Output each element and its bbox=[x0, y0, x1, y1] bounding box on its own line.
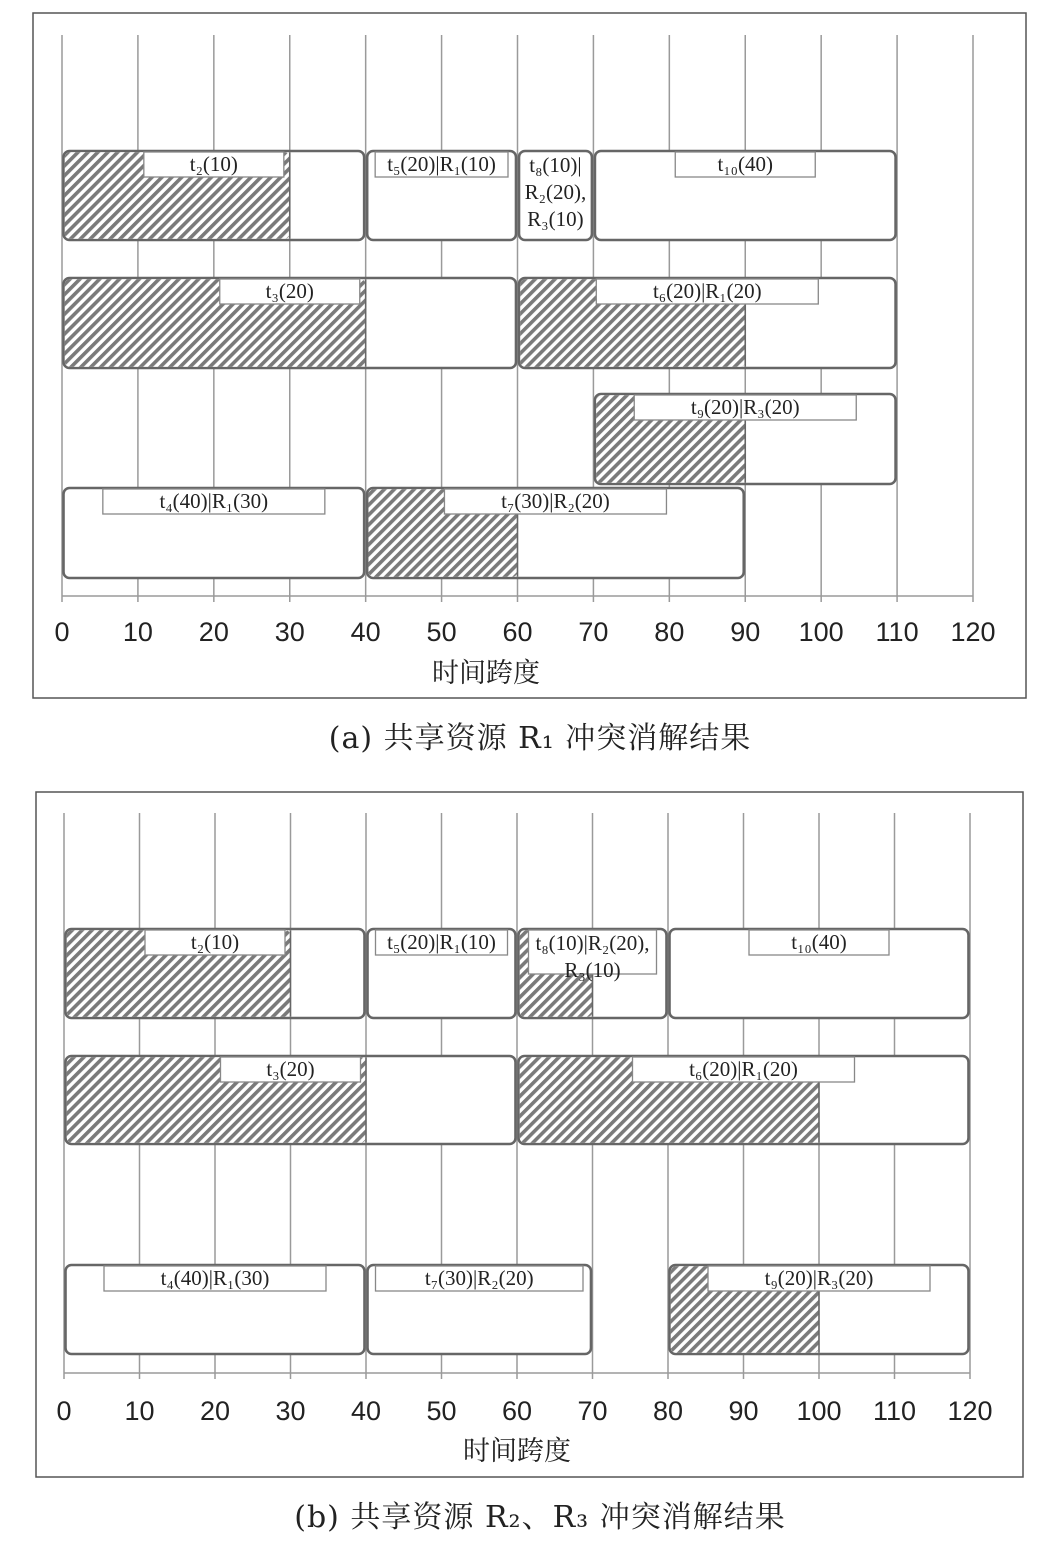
task-label: t₆(20)|R₁(20) bbox=[689, 1057, 798, 1081]
x-tick-label: 50 bbox=[426, 1396, 457, 1426]
task-bar bbox=[64, 488, 365, 578]
x-tick-label: 100 bbox=[796, 1396, 842, 1426]
task-label: t₁₀(40) bbox=[717, 152, 773, 176]
task-bar bbox=[670, 1265, 969, 1354]
x-tick-label: 10 bbox=[124, 1396, 155, 1426]
task-bar bbox=[66, 1265, 365, 1354]
x-tick-label: 30 bbox=[274, 617, 305, 647]
x-tick-label: 40 bbox=[350, 1396, 382, 1426]
task-bar bbox=[595, 151, 896, 240]
x-tick-label: 70 bbox=[577, 1396, 608, 1426]
task-label: t₂(10) bbox=[189, 152, 238, 176]
task-label-line: t₈(10)| bbox=[529, 153, 582, 177]
x-tick-label: 110 bbox=[875, 617, 919, 647]
task-bar bbox=[670, 929, 969, 1018]
task-label-line: t₈(10)|R₂(20), bbox=[535, 931, 650, 955]
task-bar bbox=[66, 1056, 516, 1144]
task-bar bbox=[367, 488, 744, 578]
x-tick-label: 40 bbox=[350, 617, 381, 647]
task-bar bbox=[367, 151, 516, 240]
task-bar bbox=[519, 278, 896, 368]
x-tick-label: 70 bbox=[578, 617, 609, 647]
task-label: t₁₀(40) bbox=[791, 930, 847, 954]
task-label-line: R₃(10) bbox=[527, 207, 584, 231]
x-tick-label: 50 bbox=[426, 617, 457, 647]
panel-b-caption: (b) 共享资源 R₂、R₃ 冲突消解结果 bbox=[294, 1500, 786, 1535]
x-tick-label: 60 bbox=[501, 1396, 533, 1426]
task-label: t₉(20)|R₃(20) bbox=[690, 395, 800, 419]
task-label: t₇(30)|R₂(20) bbox=[424, 1266, 534, 1290]
task-label: t₉(20)|R₃(20) bbox=[764, 1266, 874, 1290]
x-tick-label: 80 bbox=[654, 617, 685, 647]
x-tick-label: 90 bbox=[728, 1396, 759, 1426]
task-bar bbox=[519, 1056, 969, 1144]
task-bar bbox=[368, 1265, 592, 1354]
panel-b-ticks bbox=[56, 1396, 992, 1426]
panel-a bbox=[33, 13, 1026, 698]
task-label: t₃(20) bbox=[266, 1057, 315, 1081]
task-bar bbox=[368, 929, 516, 1018]
x-tick-label: 20 bbox=[198, 617, 229, 647]
panel-b bbox=[36, 792, 1023, 1477]
task-label: t₃(20) bbox=[265, 279, 314, 303]
x-tick-label: 120 bbox=[947, 1396, 993, 1426]
task-label: t₆(20)|R₁(20) bbox=[652, 279, 762, 303]
x-tick-label: 0 bbox=[56, 1396, 72, 1426]
x-tick-label: 60 bbox=[502, 617, 533, 647]
panel-b-x-axis-label: 时间跨度 bbox=[463, 1436, 571, 1467]
x-tick-label: 110 bbox=[872, 1396, 917, 1426]
task-label: t₂(10) bbox=[190, 930, 240, 954]
task-label-line: R₃(10) bbox=[564, 958, 621, 982]
x-tick-label: 80 bbox=[652, 1396, 684, 1426]
x-tick-label: 20 bbox=[199, 1396, 231, 1426]
x-tick-label: 10 bbox=[122, 617, 153, 647]
panel-a-ticks bbox=[54, 617, 995, 647]
x-tick-label: 100 bbox=[798, 617, 844, 647]
task-bar bbox=[64, 278, 517, 368]
x-tick-label: 30 bbox=[275, 1396, 306, 1426]
task-bar bbox=[595, 394, 896, 484]
x-tick-label: 90 bbox=[730, 617, 761, 647]
x-tick-label: 120 bbox=[950, 617, 996, 647]
task-label-line: R₂(20), bbox=[524, 180, 587, 204]
task-label: t₅(20)|R₁(10) bbox=[387, 152, 496, 176]
task-label: t₇(30)|R₂(20) bbox=[501, 489, 610, 513]
task-bar bbox=[519, 151, 592, 240]
task-label: t₅(20)|R₁(10) bbox=[387, 930, 496, 954]
task-label: t₄(40)|R₁(30) bbox=[159, 489, 269, 513]
panel-a-caption: (a) 共享资源 R₁ 冲突消解结果 bbox=[328, 721, 752, 756]
task-label: t₄(40)|R₁(30) bbox=[160, 1266, 270, 1290]
x-tick-label: 0 bbox=[54, 617, 70, 647]
task-bar bbox=[66, 929, 365, 1018]
task-bar bbox=[64, 151, 365, 240]
task-bar bbox=[519, 929, 667, 1018]
panel-a-x-axis-label: 时间跨度 bbox=[432, 658, 540, 689]
panel-a-bars bbox=[64, 151, 896, 578]
